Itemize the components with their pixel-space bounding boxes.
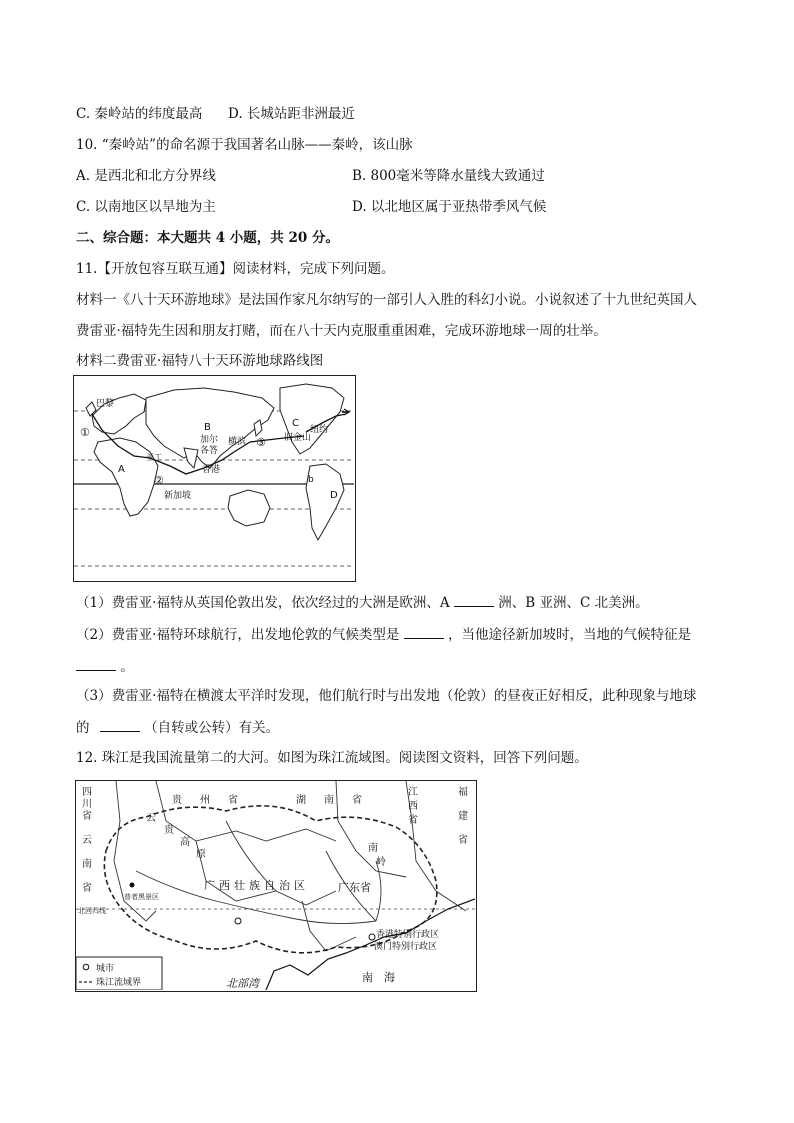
map-label-c: C <box>292 418 299 429</box>
map-label-kolkata2: 各答 <box>200 446 219 456</box>
q11-sub2 <box>76 624 691 644</box>
world-route-map <box>73 375 356 582</box>
map-guangxi: 广西壮族自治区 <box>204 879 309 892</box>
map-guizhou-2: 州 <box>200 795 210 806</box>
section-heading: 二、综合题：本大题共 4 小题，共 20 分。 <box>76 230 339 246</box>
q11-material1-line2: 费雷亚·福特先生因和朋友打赌，而在八十天内克服重重困难，完成环游地球一周的壮举。 <box>76 323 607 339</box>
q10-option-b: B. 800毫米等降水量线大致通过 <box>352 168 545 184</box>
map-yunnan-1: 云 <box>82 835 92 846</box>
q11-stem: 11.【开放包容互联互通】阅读材料，完成下列问题。 <box>76 261 395 277</box>
map-nanling-2: 岭 <box>376 857 386 868</box>
q11-sub3-line1: （3）费雷亚·福特在横渡太平洋时发现，他们航行时与出发地（伦敦）的昼夜正好相反，此种现象与地球 <box>76 688 697 704</box>
map-label-circle1: ① <box>80 426 90 439</box>
map-yunnan-3: 省 <box>82 883 92 894</box>
q9-option-d: D. 长城站距非洲最近 <box>228 106 355 122</box>
map-label-ny: 纽约 <box>310 425 329 435</box>
map-puzhehei: 普者黑景区 <box>124 893 159 901</box>
q11-sub2-text-end: 。 <box>120 659 134 675</box>
q10-option-c: C. 以南地区以旱地为主 <box>76 199 216 215</box>
q10-stem: 10. “秦岭站”的命名源于我国著名山脉——秦岭，该山脉 <box>76 137 413 153</box>
map-label-b: B <box>204 422 211 433</box>
map-hunan-1: 湖 <box>296 795 306 806</box>
map-yungui-1: 云 <box>146 813 156 824</box>
legend-boundary: 珠江流域界 <box>96 978 142 988</box>
map-hunan-3: 省 <box>352 795 362 806</box>
q11-sub1-answer-blank[interactable] <box>454 592 494 607</box>
q11-material2: 材料二费雷亚·福特八十天环游地球路线图 <box>76 353 324 369</box>
q11-sub2-text-post: ，当他途径新加坡时，当地的气候特征是 <box>447 627 691 643</box>
map-yungui-4: 原 <box>196 849 206 860</box>
map-label-singapore: 新加坡 <box>164 491 192 501</box>
map-sichuan-2: 川 <box>82 799 92 810</box>
map-guangdong: 广东省 <box>338 881 371 894</box>
map-label-kolkata1: 加尔 <box>200 435 219 445</box>
map-label-circle2: ② <box>154 474 164 487</box>
q11-sub2-cont <box>76 656 134 676</box>
map-label-paris: 巴黎 <box>96 399 115 409</box>
q11-sub3-text-post: （自转或公转）有关。 <box>144 720 280 736</box>
q11-sub3-answer-blank[interactable] <box>100 717 140 732</box>
map-label-hk: 香港 <box>202 465 221 475</box>
map-label-circle3: ③ <box>256 436 266 449</box>
map-sichuan-3: 省 <box>82 811 92 822</box>
map-fujian-1: 福 <box>458 787 468 798</box>
q11-sub3-line2 <box>76 717 279 737</box>
q12-stem: 12. 珠江是我国流量第二的大河。如图为珠江流域图。阅读图文资料，回答下列问题。 <box>76 750 588 766</box>
map-label-b-small: b <box>308 475 314 485</box>
q11-sub1-text-post: 洲、B 亚洲、C 北美洲。 <box>498 595 649 611</box>
q11-sub2-answer-blank-2[interactable] <box>76 656 116 671</box>
map-label-yokohama: 横滨 <box>228 437 247 447</box>
q11-sub3-text-pre: 的 <box>76 720 90 736</box>
map-jiangxi-2: 西 <box>408 801 418 812</box>
q11-material1-line1: 材料一《八十天环游地球》是法国作家凡尔纳写的一部引人入胜的科幻小说。小说叙述了十九世纪英国人 <box>76 292 697 308</box>
legend-city: 城市 <box>96 964 115 974</box>
q11-sub1 <box>76 592 649 612</box>
map-nanhai: 南 海 <box>362 971 395 984</box>
map-fujian-3: 省 <box>458 835 468 846</box>
q9-option-c: C. 秦岭站的纬度最高 <box>76 106 203 122</box>
map-legend <box>76 957 162 990</box>
map-yunnan-2: 南 <box>82 859 92 870</box>
map-jiangxi-3: 省 <box>408 815 418 826</box>
map-yungui-2: 贵 <box>164 825 174 836</box>
q11-sub2-answer-blank-1[interactable] <box>404 624 444 639</box>
q11-sub2-text-pre: （2）费雷亚·福特环球航行，出发地伦敦的气候类型是 <box>76 627 400 643</box>
map-macau-sar: 澳门特别行政区 <box>374 942 438 952</box>
map-label-sf: 旧金山 <box>284 433 312 443</box>
map-nanling-1: 南 <box>368 843 378 854</box>
map-label-aden: 亚丁 <box>146 453 162 462</box>
pearl-river-map <box>75 780 477 992</box>
q10-option-d: D. 以北地区属于亚热带季风气候 <box>352 199 547 215</box>
map-beibu: 北部湾 <box>226 977 259 990</box>
map-jiangxi-1: 江 <box>408 787 418 798</box>
map-hunan-2: 南 <box>324 795 334 806</box>
q10-option-a: A. 是西北和北方分界线 <box>76 168 216 184</box>
map-fujian-2: 建 <box>458 811 468 822</box>
map-guizhou-1: 贵 <box>172 795 182 806</box>
map-hk-sar: 香港特别行政区 <box>376 930 440 940</box>
map-tropic: 北回归线 <box>78 907 106 915</box>
map-guizhou-3: 省 <box>228 795 238 806</box>
map-label-a: A <box>118 464 125 475</box>
q11-sub1-text-pre: （1）费雷亚·福特从英国伦敦出发，依次经过的大洲是欧洲、A <box>76 595 450 611</box>
map-label-d: D <box>330 490 338 501</box>
map-sichuan-1: 四 <box>82 787 92 798</box>
map-yungui-3: 高 <box>180 837 190 848</box>
